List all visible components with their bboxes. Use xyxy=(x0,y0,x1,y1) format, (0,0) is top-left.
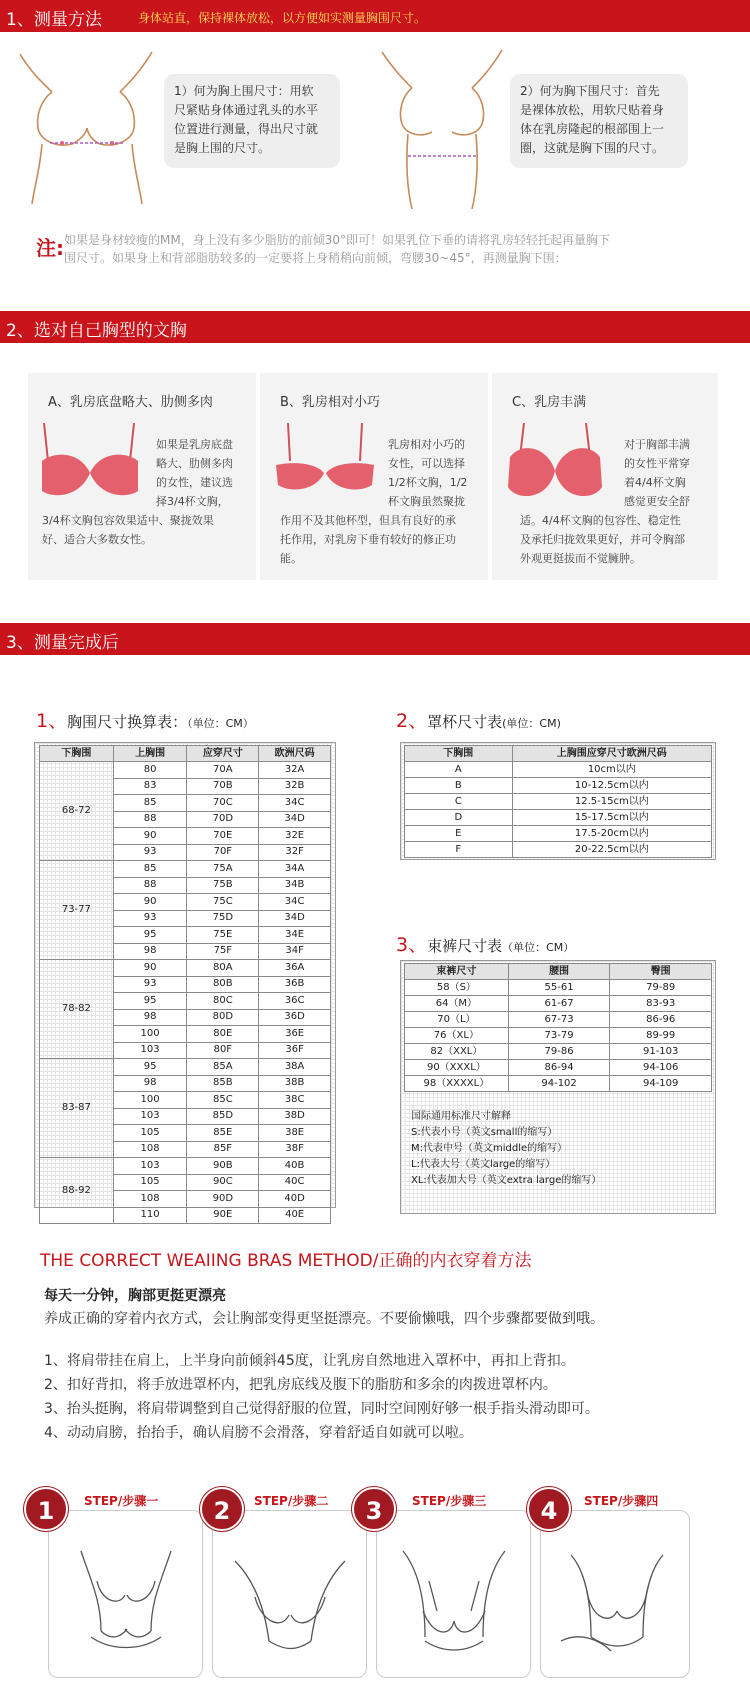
table-cell: 61-67 xyxy=(508,996,610,1012)
table-row xyxy=(40,861,331,878)
table-cell: 32B xyxy=(259,778,331,795)
step-label-2: STEP/步骤二 xyxy=(254,1494,329,1508)
table-cell: 40D xyxy=(259,1191,331,1208)
table1-heading xyxy=(36,706,254,733)
card-a-text-top xyxy=(156,435,250,511)
table-cell: 79-86 xyxy=(508,1044,610,1060)
under-bust-explanation-bubble xyxy=(510,74,688,168)
table3-heading xyxy=(396,930,574,957)
table-cell: F xyxy=(405,842,513,858)
table-row xyxy=(40,1059,331,1076)
table-cell: 36C xyxy=(259,993,331,1010)
table-cell: C xyxy=(405,794,513,810)
table-cell: 17.5-20cm以内 xyxy=(512,826,711,842)
table-cell: 90 xyxy=(113,828,187,845)
table-cell: 100 xyxy=(113,1026,187,1043)
card-c-text-bottom xyxy=(520,511,716,568)
table-row xyxy=(405,1060,712,1076)
table-cell: 75A xyxy=(187,861,259,878)
table-cell: 85 xyxy=(113,861,187,878)
card-b-title: B、乳房相对小巧 xyxy=(280,395,380,410)
table-cell: 85D xyxy=(187,1108,259,1125)
card-b-line: 能。 xyxy=(280,552,302,565)
table-row xyxy=(405,1012,712,1028)
shapewear-size-table xyxy=(404,963,712,1092)
table-cell: 40C xyxy=(259,1174,331,1191)
table-row xyxy=(405,996,712,1012)
table-row xyxy=(40,762,331,779)
table-cell: 80E xyxy=(187,1026,259,1043)
table-cell: 36F xyxy=(259,1042,331,1059)
card-b-line: 杯文胸虽然聚拢 xyxy=(388,495,465,508)
table-cell: 80D xyxy=(187,1009,259,1026)
table2-unit: (单位：CM) xyxy=(502,717,561,730)
card-a-title: A、乳房底盘略大、肋侧多肉 xyxy=(48,395,213,410)
table-cell: 34D xyxy=(259,910,331,927)
size-legend-line: S:代表小号（英文small的缩写） xyxy=(411,1127,558,1138)
table-cell: 93 xyxy=(113,976,187,993)
table-cell: 58（S） xyxy=(405,980,509,996)
table-cell: 34A xyxy=(259,861,331,878)
under-bust-cell: 83-87 xyxy=(40,1059,114,1158)
table-cell: 40B xyxy=(259,1158,331,1175)
under-bust-cell: 88-92 xyxy=(40,1158,114,1224)
under-bust-cell: 73-77 xyxy=(40,861,114,960)
table-cell: 36D xyxy=(259,1009,331,1026)
section1-title: 1、测量方法 xyxy=(6,10,102,30)
bust-size-table-wrap xyxy=(34,742,336,1221)
table-cell: 85A xyxy=(187,1059,259,1076)
card-c-title: C、乳房丰满 xyxy=(512,395,587,410)
section1-subtitle: 身体站直，保持裸体放松，以方便如实测量胸围尺寸。 xyxy=(138,11,427,25)
table-cell: 98（XXXXL） xyxy=(405,1076,509,1092)
table-cell: 86-94 xyxy=(508,1060,610,1076)
table-header-row xyxy=(405,964,712,980)
table-row xyxy=(405,1076,712,1092)
table-cell: 12.5-15cm以内 xyxy=(512,794,711,810)
upper-bust-explanation-bubble xyxy=(164,74,340,168)
step-text-1: 1、将肩带挂在肩上，上半身向前倾斜45度，让乳房自然地进入罩杯中，再扣上背扣。 xyxy=(44,1353,575,1369)
table-cell: 34C xyxy=(259,894,331,911)
card-c-line: 及承托归拢效果更好，并可令胸部 xyxy=(520,533,685,546)
step-number-badge-1: 1 xyxy=(24,1487,68,1531)
table-cell: 38D xyxy=(259,1108,331,1125)
section2-header xyxy=(0,311,750,343)
table-cell: 105 xyxy=(113,1125,187,1142)
bubble2-line: 2）何为胸下围尺寸：首先 xyxy=(520,84,660,98)
table-cell: 95 xyxy=(113,1059,187,1076)
table-cell: 93 xyxy=(113,844,187,861)
table-cell: 85 xyxy=(113,795,187,812)
table2-number: 2、 xyxy=(396,710,428,732)
step-number-badge-3: 3 xyxy=(352,1487,396,1531)
table-cell: 108 xyxy=(113,1191,187,1208)
step-label-1: STEP/步骤一 xyxy=(84,1494,159,1508)
table-cell: 95 xyxy=(113,927,187,944)
size-legend xyxy=(411,1109,601,1189)
table-header-cell: 应穿尺寸 xyxy=(187,746,259,762)
table-header-row xyxy=(40,746,331,762)
table-cell: 94-106 xyxy=(610,1060,712,1076)
step-card-4 xyxy=(540,1510,690,1678)
table-row xyxy=(405,980,712,996)
table-cell: A xyxy=(405,762,513,778)
section3-title: 3、测量完成后 xyxy=(6,633,119,653)
table-cell: 82（XXL） xyxy=(405,1044,509,1060)
table-cell: 67-73 xyxy=(508,1012,610,1028)
card-b-line: 托作用，对乳房下垂有较好的修正功 xyxy=(280,533,456,546)
step2-illustration xyxy=(225,1541,355,1671)
table-header-row xyxy=(405,746,712,762)
table-cell: 38B xyxy=(259,1075,331,1092)
table-cell: 36B xyxy=(259,976,331,993)
table-cell: 38A xyxy=(259,1059,331,1076)
three-quarter-cup-bra-icon xyxy=(34,421,154,511)
table-cell: 73-79 xyxy=(508,1028,610,1044)
table-row xyxy=(405,842,712,858)
table-cell: 76（XL） xyxy=(405,1028,509,1044)
table-cell: 70D xyxy=(187,811,259,828)
table3-title: 束裤尺寸表 xyxy=(427,937,503,955)
table-cell: 75F xyxy=(187,943,259,960)
table-header-cell: 欧洲尺码 xyxy=(259,746,331,762)
table-cell: 100 xyxy=(113,1092,187,1109)
table-cell: 75D xyxy=(187,910,259,927)
step-text-2: 2、扣好背扣，将手放进罩杯内，把乳房底线及腹下的脂肪和多余的肉拨进罩杯内。 xyxy=(44,1377,557,1393)
table-row xyxy=(405,826,712,842)
card-b-line: 女性，可以选择 xyxy=(388,457,465,470)
step-number-badge-4: 4 xyxy=(527,1487,571,1531)
table-cell: 34D xyxy=(259,811,331,828)
shapewear-size-table-wrap xyxy=(400,960,716,1214)
table-cell: 80 xyxy=(113,762,187,779)
table-header-cell: 腰围 xyxy=(508,964,610,980)
bubble2-line: 体在乳房隆起的根部围上一 xyxy=(520,122,665,136)
table-row xyxy=(405,810,712,826)
step-card-3 xyxy=(376,1510,531,1678)
card-c-line: 的女性平常穿 xyxy=(624,457,690,470)
table-cell: 91-103 xyxy=(610,1044,712,1060)
card-c-line: 外观更挺拔而不觉臃肿。 xyxy=(520,552,641,565)
table2-heading xyxy=(396,706,561,733)
under-bust-figure-illustration xyxy=(372,44,512,214)
table1-unit: （单位：CM） xyxy=(187,717,254,730)
bubble1-line: 位置进行测量，得出尺寸就 xyxy=(174,122,319,136)
card-a-line: 择3/4杯文胸， xyxy=(156,495,229,508)
table-cell: 75B xyxy=(187,877,259,894)
step-number-badge-2: 2 xyxy=(200,1487,244,1531)
card-c-text-top xyxy=(624,435,714,511)
table-cell: 98 xyxy=(113,1075,187,1092)
bubble1-line: 尺紧贴身体通过乳头的水平 xyxy=(174,103,319,117)
table-row xyxy=(405,778,712,794)
table-header-cell: 上胸围 xyxy=(113,746,187,762)
table-cell: 38E xyxy=(259,1125,331,1142)
table-cell: 80C xyxy=(187,993,259,1010)
step-card-1 xyxy=(48,1510,203,1678)
bust-size-conversion-table xyxy=(39,745,331,1224)
table-row xyxy=(405,1028,712,1044)
card-b-line: 1/2杯文胸，1/2 xyxy=(388,476,468,489)
table-cell: D xyxy=(405,810,513,826)
cup-size-table xyxy=(404,745,712,858)
table-cell: 90C xyxy=(187,1174,259,1191)
table3-unit: （单位：CM） xyxy=(502,941,575,954)
table-cell: 103 xyxy=(113,1042,187,1059)
card-a-text-bottom xyxy=(42,511,252,549)
table-cell: 15-17.5cm以内 xyxy=(512,810,711,826)
step-label-3: STEP/步骤三 xyxy=(412,1494,487,1508)
table-cell: 89-99 xyxy=(610,1028,712,1044)
card-b-line: 乳房相对小巧的 xyxy=(388,438,465,451)
card-a-line: 如果是乳房底盘 xyxy=(156,438,233,451)
table-cell: 83-93 xyxy=(610,996,712,1012)
table-cell: 34F xyxy=(259,943,331,960)
section2-title: 2、选对自己胸型的文胸 xyxy=(6,321,187,341)
table-cell: 70E xyxy=(187,828,259,845)
table-cell: 90B xyxy=(187,1158,259,1175)
table-header-cell: 上胸围应穿尺寸欧洲尺码 xyxy=(512,746,711,762)
section3-header xyxy=(0,623,750,655)
table-cell: E xyxy=(405,826,513,842)
measurement-note xyxy=(64,231,744,267)
table1-title: 胸围尺寸换算表： xyxy=(67,713,188,731)
step-text-3: 3、抬头挺胸，将肩带调整到自己觉得舒服的位置，同时空间刚好够一根手指头滑动即可。 xyxy=(44,1401,599,1417)
table-cell: 20-22.5cm以内 xyxy=(512,842,711,858)
size-legend-line: 国际通用标准尺寸解释 xyxy=(411,1111,511,1122)
step1-illustration xyxy=(61,1541,191,1671)
table-cell: 103 xyxy=(113,1108,187,1125)
table-cell: 85C xyxy=(187,1092,259,1109)
table-row xyxy=(40,960,331,977)
under-bust-cell: 78-82 xyxy=(40,960,114,1059)
table-cell: 79-89 xyxy=(610,980,712,996)
table-cell: 98 xyxy=(113,943,187,960)
table-cell: 70F xyxy=(187,844,259,861)
step-text-4: 4、动动肩膀，抬抬手，确认肩膀不会滑落，穿着舒适自如就可以啦。 xyxy=(44,1425,473,1441)
table-header-cell: 臀围 xyxy=(610,964,712,980)
upper-bust-figure-illustration xyxy=(12,44,162,204)
table-cell: 105 xyxy=(113,1174,187,1191)
table-cell: 90 xyxy=(113,894,187,911)
half-cup-bra-icon xyxy=(270,421,380,501)
table-cell: 90D xyxy=(187,1191,259,1208)
card-b-text-bottom xyxy=(280,511,486,568)
section1-header xyxy=(0,0,750,32)
step-label-4: STEP/步骤四 xyxy=(584,1494,659,1508)
table-cell: 86-96 xyxy=(610,1012,712,1028)
table-cell: 80A xyxy=(187,960,259,977)
table-cell: 64（M） xyxy=(405,996,509,1012)
table-header-cell: 下胸围 xyxy=(40,746,114,762)
table-header-cell: 下胸围 xyxy=(405,746,513,762)
bra-type-card-c xyxy=(492,373,718,580)
note-line: 如果是身材较瘦的MM，身上没有多少脂肪的前倾30°即可！如果乳位下垂的请将乳房轻轻托起再量胸下 xyxy=(64,233,610,247)
card-c-line: 适。4/4杯文胸的包容性、稳定性 xyxy=(520,514,681,527)
note-label: 注: xyxy=(36,236,64,260)
step-card-2 xyxy=(212,1510,367,1678)
card-c-line: 感觉更安全舒 xyxy=(624,495,690,508)
table-row xyxy=(405,794,712,810)
table-cell: 85B xyxy=(187,1075,259,1092)
full-cup-bra-icon xyxy=(502,421,612,511)
cup-size-table-wrap xyxy=(400,742,716,860)
table-cell: 80F xyxy=(187,1042,259,1059)
table-row xyxy=(405,762,712,778)
table1-number: 1、 xyxy=(36,710,68,732)
table-cell: 75E xyxy=(187,927,259,944)
table-cell: 55-61 xyxy=(508,980,610,996)
size-legend-line: L:代表大号（英文large的缩写） xyxy=(411,1159,556,1170)
table-cell: 90E xyxy=(187,1207,259,1224)
table-cell: 32A xyxy=(259,762,331,779)
table-cell: 98 xyxy=(113,1009,187,1026)
card-a-line: 略大、肋侧多肉 xyxy=(156,457,233,470)
table-cell: 83 xyxy=(113,778,187,795)
table-cell: 110 xyxy=(113,1207,187,1224)
table2-title: 罩杯尺寸表 xyxy=(427,713,503,731)
table-cell: 36E xyxy=(259,1026,331,1043)
bra-type-card-a xyxy=(28,373,256,580)
table-cell: 85F xyxy=(187,1141,259,1158)
table-row xyxy=(40,1158,331,1175)
bra-type-card-b xyxy=(260,373,488,580)
table-cell: 70A xyxy=(187,762,259,779)
table-cell: 85E xyxy=(187,1125,259,1142)
bubble1-line: 是胸上围的尺寸。 xyxy=(174,141,271,155)
table-cell: 94-102 xyxy=(508,1076,610,1092)
note-line: 围尺寸。如果身上和背部脂肪较多的一定要将上身稍稍向前倾，弯腰30~45°，再测量胸下围： xyxy=(64,251,567,265)
card-b-text-top xyxy=(388,435,482,511)
table-cell: 34B xyxy=(259,877,331,894)
table-cell: 80B xyxy=(187,976,259,993)
card-b-line: 作用不及其他杯型，但具有良好的承 xyxy=(280,514,456,527)
under-bust-cell: 68-72 xyxy=(40,762,114,861)
table-cell: 103 xyxy=(113,1158,187,1175)
table-cell: 75C xyxy=(187,894,259,911)
table-cell: 40E xyxy=(259,1207,331,1224)
wearing-method-headline: 每天一分钟，胸部更挺更漂亮 xyxy=(44,1288,226,1304)
bubble2-line: 圈，这就是胸下围的尺寸。 xyxy=(520,141,665,155)
table-cell: B xyxy=(405,778,513,794)
size-legend-line: XL:代表加大号（英文extra large的缩写） xyxy=(411,1175,602,1186)
card-c-line: 着4/4杯文胸 xyxy=(624,476,686,489)
table-cell: 36A xyxy=(259,960,331,977)
table-cell: 70C xyxy=(187,795,259,812)
table-cell: 90（XXXL） xyxy=(405,1060,509,1076)
table-row xyxy=(405,1044,712,1060)
table-cell: 70B xyxy=(187,778,259,795)
table3-number: 3、 xyxy=(396,934,428,956)
table-cell: 93 xyxy=(113,910,187,927)
table-cell: 32F xyxy=(259,844,331,861)
table-cell: 38C xyxy=(259,1092,331,1109)
card-a-line: 的女性，建议选 xyxy=(156,476,233,489)
table-header-cell: 束裤尺寸 xyxy=(405,964,509,980)
wearing-method-intro: 养成正确的穿着内衣方式，会让胸部变得更坚挺漂亮。不要偷懒哦，四个步骤都要做到哦。 xyxy=(44,1311,604,1327)
step3-illustration xyxy=(389,1541,519,1671)
table-cell: 70（L） xyxy=(405,1012,509,1028)
table-cell: 88 xyxy=(113,811,187,828)
table-cell: 95 xyxy=(113,993,187,1010)
table-cell: 10cm以内 xyxy=(512,762,711,778)
step4-illustration xyxy=(551,1541,681,1671)
table-cell: 90 xyxy=(113,960,187,977)
table-cell: 34E xyxy=(259,927,331,944)
table-cell: 32E xyxy=(259,828,331,845)
card-c-line: 对于胸部丰满 xyxy=(624,438,690,451)
table-cell: 108 xyxy=(113,1141,187,1158)
bubble2-line: 是裸体放松，用软尺贴着身 xyxy=(520,103,665,117)
card-a-line: 好、适合大多数女性。 xyxy=(42,533,152,546)
bubble1-line: 1）何为胸上围尺寸：用软 xyxy=(174,84,314,98)
wearing-method-title: THE CORRECT WEAIING BRAS METHOD/正确的内衣穿着方法 xyxy=(40,1251,532,1271)
table-cell: 34C xyxy=(259,795,331,812)
card-a-line: 3/4杯文胸包容效果适中、聚拢效果 xyxy=(42,514,214,527)
size-legend-line: M:代表中号（英文middle的缩写） xyxy=(411,1143,568,1154)
table-cell: 38F xyxy=(259,1141,331,1158)
table-cell: 10-12.5cm以内 xyxy=(512,778,711,794)
table-cell: 94-109 xyxy=(610,1076,712,1092)
table-cell: 88 xyxy=(113,877,187,894)
